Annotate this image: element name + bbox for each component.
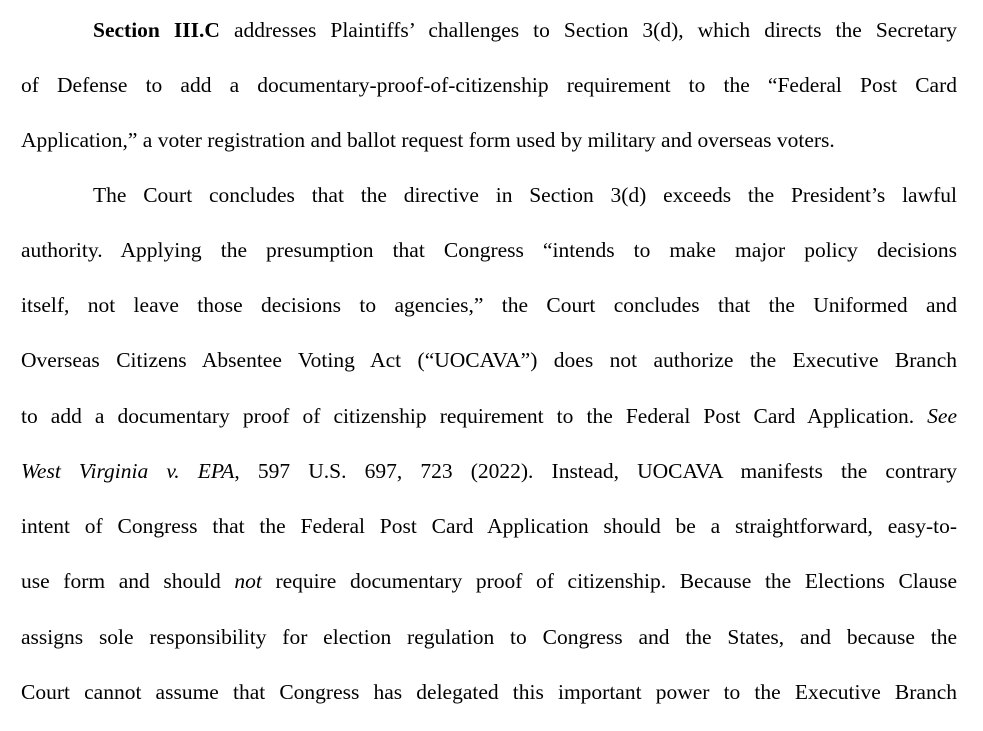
text-segment: intent of Congress that the Federal Post Card Application should be a straightforward, easy-to- bbox=[21, 514, 957, 538]
text-segment: authority. Applying the presumption that Congress “intends to make major policy decisions bbox=[21, 238, 957, 262]
text-line bbox=[21, 456, 957, 486]
text-line bbox=[21, 345, 957, 375]
text-line bbox=[21, 677, 957, 707]
text-segment: of Defense to add a documentary-proof-of-citizenship requirement to the “Federal Post Card bbox=[21, 73, 957, 97]
text-line bbox=[21, 622, 957, 652]
text-segment: , 597 U.S. 697, 723 (2022). Instead, UOCAVA manifests the contrary bbox=[234, 459, 957, 483]
text-segment: to add a documentary proof of citizenship requirement to the Federal Post Card Application. bbox=[21, 404, 928, 428]
text-line bbox=[21, 70, 957, 100]
text-line bbox=[21, 125, 957, 155]
text-segment: Application,” a voter registration and ballot request form used by military and overseas voters. bbox=[21, 128, 835, 152]
text-line bbox=[21, 511, 957, 541]
text-line bbox=[93, 15, 957, 45]
text-segment: require documentary proof of citizenship. Because the Elections Clause bbox=[261, 569, 957, 593]
text-segment: use form and should bbox=[21, 569, 235, 593]
text-line bbox=[21, 290, 957, 320]
text-segment: itself, not leave those decisions to agencies,” the Court concludes that the Uniformed and bbox=[21, 293, 957, 317]
text-segment: assigns sole responsibility for election regulation to Congress and the States, and because the bbox=[21, 625, 957, 649]
case-name: West Virginia v. EPA bbox=[21, 459, 235, 483]
section-heading-ref: Section III.C bbox=[93, 18, 220, 42]
emphasis-text: not bbox=[234, 569, 262, 593]
text-line bbox=[93, 180, 957, 210]
text-segment: The Court concludes that the directive in Section 3(d) exceeds the President’s lawful bbox=[93, 183, 957, 207]
text-line bbox=[21, 235, 957, 265]
text-line bbox=[21, 401, 957, 431]
text-line bbox=[21, 566, 957, 596]
citation-signal: See bbox=[927, 404, 957, 428]
text-segment: Court cannot assume that Congress has delegated this important power to the Executive Branch bbox=[21, 680, 957, 704]
text-segment: addresses Plaintiffs’ challenges to Section 3(d), which directs the Secretary bbox=[219, 18, 958, 42]
text-segment: Overseas Citizens Absentee Voting Act (“UOCAVA”) does not authorize the Executive Branch bbox=[21, 348, 957, 372]
